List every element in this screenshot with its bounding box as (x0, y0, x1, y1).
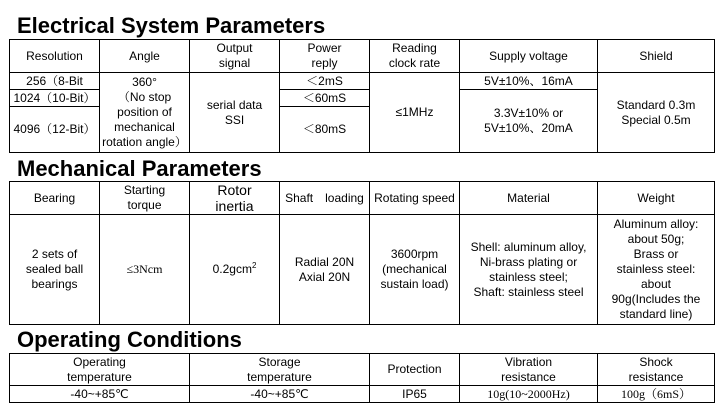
operating-temperature-cell: -40~+85℃ (10, 386, 190, 403)
bearing-cell: 2 sets of sealed ball bearings (10, 215, 100, 325)
header-weight: Weight (598, 182, 715, 215)
table-row (10, 73, 715, 90)
table-row (10, 386, 715, 403)
rotor-inertia-cell: 0.2gcm$^2$ (190, 215, 280, 325)
header-rotating-speed: Rotating speed (370, 182, 460, 215)
header-vibration-resistance: Vibration resistance (460, 354, 598, 386)
operating-section-title: Operating Conditions (17, 327, 242, 352)
output-signal-cell: serial data SSI (190, 73, 280, 153)
angle-cell: 360° （No stop position of mechanical rotation angle） (100, 73, 190, 153)
header-supply-voltage: Supply voltage (460, 40, 598, 73)
header-shield: Shield (598, 40, 715, 73)
weight-cell: Aluminum alloy: about 50g; Brass or stainless steel: about 90g(Includes the standard line) (598, 215, 715, 325)
power-reply-1024: ＜60mS (280, 90, 370, 107)
clock-rate-cell: ≤1MHz (370, 73, 460, 153)
electrical-parameters-table (9, 39, 715, 153)
rotating-speed-cell: 3600rpm (mechanical sustain load) (370, 215, 460, 325)
operating-conditions-table (9, 353, 715, 403)
resolution-256: 256（8-Bit (10, 73, 100, 90)
header-clock-rate: Reading clock rate (370, 40, 460, 73)
header-shock-resistance: Shock resistance (598, 354, 715, 386)
header-operating-temperature: Operating temperature (10, 354, 190, 386)
header-output-signal: Output signal (190, 40, 280, 73)
header-rotor-inertia: Rotor inertia (190, 182, 280, 215)
table-row (10, 215, 715, 325)
resolution-1024: 1024（10-Bit） (10, 90, 100, 107)
header-angle: Angle (100, 40, 190, 73)
resolution-4096: 4096（12-Bit） (10, 107, 100, 153)
mechanical-header-row (10, 182, 715, 215)
header-resolution: Resolution (10, 40, 100, 73)
header-shaft-loading: Shaft loading (280, 182, 370, 215)
power-reply-256: ＜2mS (280, 73, 370, 90)
electrical-section-title: Electrical System Parameters (17, 13, 326, 38)
header-material: Material (460, 182, 598, 215)
header-protection: Protection (370, 354, 460, 386)
starting-torque-cell: ≤3Ncm (100, 215, 190, 325)
storage-temperature-cell: -40~+85℃ (190, 386, 370, 403)
mechanical-parameters-table (9, 181, 715, 325)
electrical-header-row (10, 40, 715, 73)
protection-cell: IP65 (370, 386, 460, 403)
power-reply-4096: ＜80mS (280, 107, 370, 153)
header-starting-torque: Starting torque (100, 182, 190, 215)
header-storage-temperature: Storage temperature (190, 354, 370, 386)
shield-cell: Standard 0.3m Special 0.5m (598, 73, 715, 153)
shaft-loading-cell: Radial 20N Axial 20N (280, 215, 370, 325)
header-power-reply: Power reply (280, 40, 370, 73)
operating-header-row (10, 354, 715, 386)
material-cell: Shell: aluminum alloy, Ni-brass plating or stainless steel; Shaft: stainless steel (460, 215, 598, 325)
vibration-resistance-cell: 10g(10~2000Hz) (460, 386, 598, 403)
supply-voltage-3v3: 3.3V±10% or 5V±10%、20mA (460, 90, 598, 153)
mechanical-section-title: Mechanical Parameters (17, 156, 262, 181)
header-bearing: Bearing (10, 182, 100, 215)
shock-resistance-cell: 100g（6mS） (598, 386, 715, 403)
supply-voltage-5v: 5V±10%、16mA (460, 73, 598, 90)
